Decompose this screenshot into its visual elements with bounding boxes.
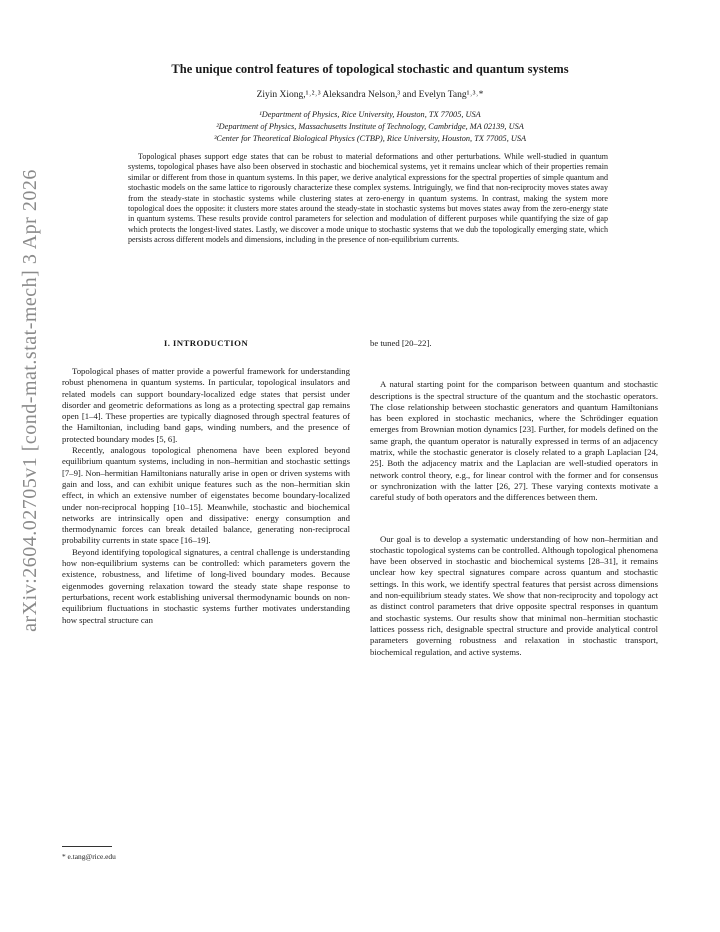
section-heading-introduction: I. INTRODUCTION (163, 338, 249, 348)
paragraph-spacer (370, 504, 658, 534)
right-column (370, 338, 658, 658)
paper-title: The unique control features of topological stochastic and quantum systems (171, 62, 569, 76)
left-column (62, 338, 350, 626)
arxiv-watermark (10, 140, 50, 660)
intro-paragraph-5: Our goal is to develop a systematic understanding of how non–hermitian and stochastic topological systems can be controlled. Although topological phenomena have been observed in stochastic and biochemical systems [28–31], it remains unclear how key spectral signatures compare across quantum and stochastic settings. In this work, we identify spectral features that persist across dimensions and non-equilibrium steady states. We show that non-reciprocity and topology act as distinct control parameters that drive opposite spectral responses in quantum and stochastic systems. Our results show that minimal non–hermitian stochastic lattices possess rich, designable spectral structure and provide analytical control parameters governing robustness and relaxation in stochastic transport, biochemical regulation, and active systems. (370, 533, 658, 657)
intro-paragraph-3: Beyond identifying topological signatures, a central challenge is understanding how non-equilibrium systems can be controlled: which parameters govern the existence, robustness, and lifetime of long-lived boundary modes. Because eigenmodes governing relaxation toward the steady state shape response to perturbations, recent work establishing universal thermodynamic bounds on non-equilibrium fluctuations in stochastic systems further motivates understanding how spectral structure can (62, 546, 350, 625)
footnote-email: * e.tang@rice.edu (62, 852, 116, 861)
arxiv-id: arXiv:2604.02705v1 [cond-mat.stat-mech] 3 Apr 2026 (18, 168, 41, 632)
intro-paragraph-continued: be tuned [20–22]. (370, 338, 432, 348)
intro-paragraph-2: Recently, analogous topological phenomena have been explored beyond equilibrium quantum systems, including in non–hermitian and stochastic settings [7–9]. Non–hermitian Hamiltonians naturally arise in open or driven systems with gain and loss, and can exhibit unique features such as the non–hermitian skin effect, in which an extensive number of eigenstates become boundary-localized under non-reciprocal hopping [10–15]. Meanwhile, stochastic and biochemical networks are intrinsically open and dissipative: energy consumption and thermodynamic forces can break detailed balance, generating non-reciprocal probability currents in state space [16–19]. (62, 445, 350, 546)
paragraph-spacer (370, 349, 658, 379)
abstract: Topological phases support edge states that can be robust to material deformations and other perturbations. While well-studied in quantum systems, topological phases have also been observed in stochastic and biochemical systems, yet it remains unclear which of their properties remain similar or different from those in quantum systems. In this paper, we derive analytical expressions for the spectral properties of simple quantum and stochastic models on the same lattice to rigorously characterize these complex systems. Intriguingly, we find that non-reciprocity moves states away from the steady-state in stochastic systems while clustering states at zero-energy in quantum systems. In contrast, making the system more topological does the opposite: it clusters more states around the steady-state in stochastic systems but moves states away from the zero-energy state in quantum systems. These results provide control parameters for selection and modulation of different purposes while quantifying the size of gap which protects the longest-lived states. Lastly, we discover a mode unique to stochastic systems that we dub the topologically emerging state, which persists across different models and dimensions, including in the presence of non-equilibrium currents. (128, 152, 608, 245)
author-list: Ziyin Xiong,¹˒²˒³ Aleksandra Nelson,³ and Evelyn Tang¹˒³˒* (256, 90, 484, 100)
intro-paragraph-1: Topological phases of matter provide a powerful framework for understanding robust phenomena in quantum systems. In particular, topological insulators and related models can support boundary-localized edge states that persist under disorder and geometric deformations as long as a protecting spectral gap remains open [1–4]. These properties are typically diagnosed through spectral features of the Hamiltonian, including band gaps, winding numbers, and the presence of protected boundary modes [5, 6]. (62, 366, 350, 444)
footnote-rule (62, 846, 112, 847)
intro-paragraph-4: A natural starting point for the comparison between quantum and stochastic descriptions is the spectral structure of the quantum and the stochastic operators. The close relationship between stochastic generators and quantum Hamiltonians has been explored in stochastic mechanics, where the Schrödinger equation emerges from Brownian motion dynamics [23]. Further, for models defined on the same graph, the quantum operator is naturally expressed in terms of an adjacency matrix, while the stochastic generator is closely related to a graph Laplacian [24, 25]. Both the adjacency matrix and the Laplacian are well-studied operators in network control theory, e.g., for linear control with the former and for consensus or synchronization with the latter [26, 27]. These varying contexts motivate a careful study of both operators and the differences between them. (370, 379, 658, 503)
affiliation-3: ³Center for Theoretical Biological Physics (CTBP), Rice University, Houston, TX 77005, USA (213, 134, 527, 143)
affiliation-1: ¹Department of Physics, Rice University, Houston, TX 77005, USA (259, 110, 481, 119)
affiliation-2: ²Department of Physics, Massachusetts Institute of Technology, Cambridge, MA 02139, USA (216, 122, 524, 131)
